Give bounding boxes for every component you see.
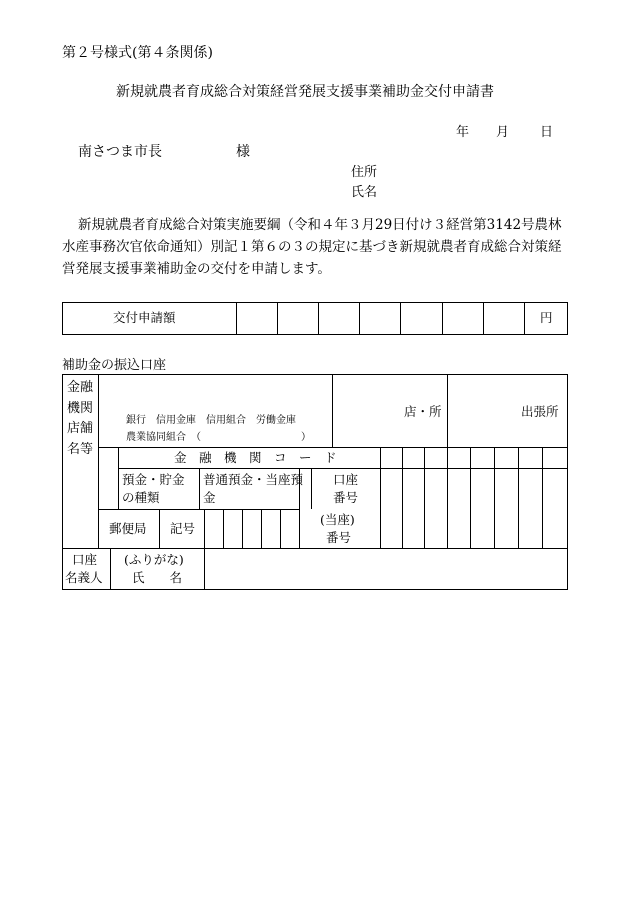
furigana-label: (ふりがな) — [124, 552, 184, 567]
account-number-label-1: 口座 — [333, 472, 359, 487]
date-month-label: 月 — [496, 125, 510, 140]
current-account-label-2: 番号 — [326, 530, 352, 545]
account-number-label-2: 番号 — [333, 490, 359, 505]
holder-label-1: 口座 — [72, 552, 98, 567]
addressee-honorific: 様 — [236, 144, 250, 160]
bank-name-label: 金融機関店舗名等 — [66, 380, 93, 457]
sub-branch-label: 出張所 — [521, 404, 559, 419]
branch-label: 店・所 — [404, 404, 442, 419]
amount-unit: 円 — [540, 310, 553, 325]
deposit-type-value-1: 普通預金・当座預 — [203, 472, 304, 487]
holder-name-label: 氏 名 — [132, 570, 183, 585]
bank-code-label: 金 融 機 関 コ ー ド — [174, 450, 337, 465]
document-title: 新規就農者育成総合対策経営発展支援事業補助金交付申請書 — [116, 84, 494, 100]
body-paragraph — [62, 214, 570, 280]
deposit-type-value-2: 金 — [203, 490, 216, 505]
applicant-name-label: 氏名 — [351, 185, 378, 200]
bank-types-line-1: 銀行 信用金庫 信用組合 労働金庫 — [126, 415, 296, 426]
deposit-type-label-2: の種類 — [122, 490, 160, 505]
bank-types-line-2: 農業協同組合 （ ） — [126, 432, 311, 443]
date-day-label: 日 — [540, 125, 554, 140]
post-office-label: 郵便局 — [109, 521, 147, 536]
date-year-label: 年 — [456, 125, 470, 140]
holder-label-2: 名義人 — [65, 570, 103, 585]
amount-label: 交付申請額 — [113, 310, 176, 325]
current-account-label-1: (当座) — [320, 512, 355, 527]
account-section-title: 補助金の振込口座 — [62, 358, 167, 373]
deposit-type-label-1: 預金・貯金 — [122, 472, 185, 487]
symbol-label: 記号 — [170, 521, 196, 536]
addressee-name: 南さつま市長 — [78, 144, 162, 160]
form-number: 第２号様式(第４条関係) — [62, 45, 213, 61]
applicant-address-label: 住所 — [351, 165, 378, 180]
body-text: 新規就農者育成総合対策実施要綱（令和４年３月29日付け３経営第3142号農林水産事務次官依命通知）別記１第６の３の規定に基づき新規就農者育成総合対策経営発展支援事業補助金の交付を申請します。 — [62, 217, 562, 277]
